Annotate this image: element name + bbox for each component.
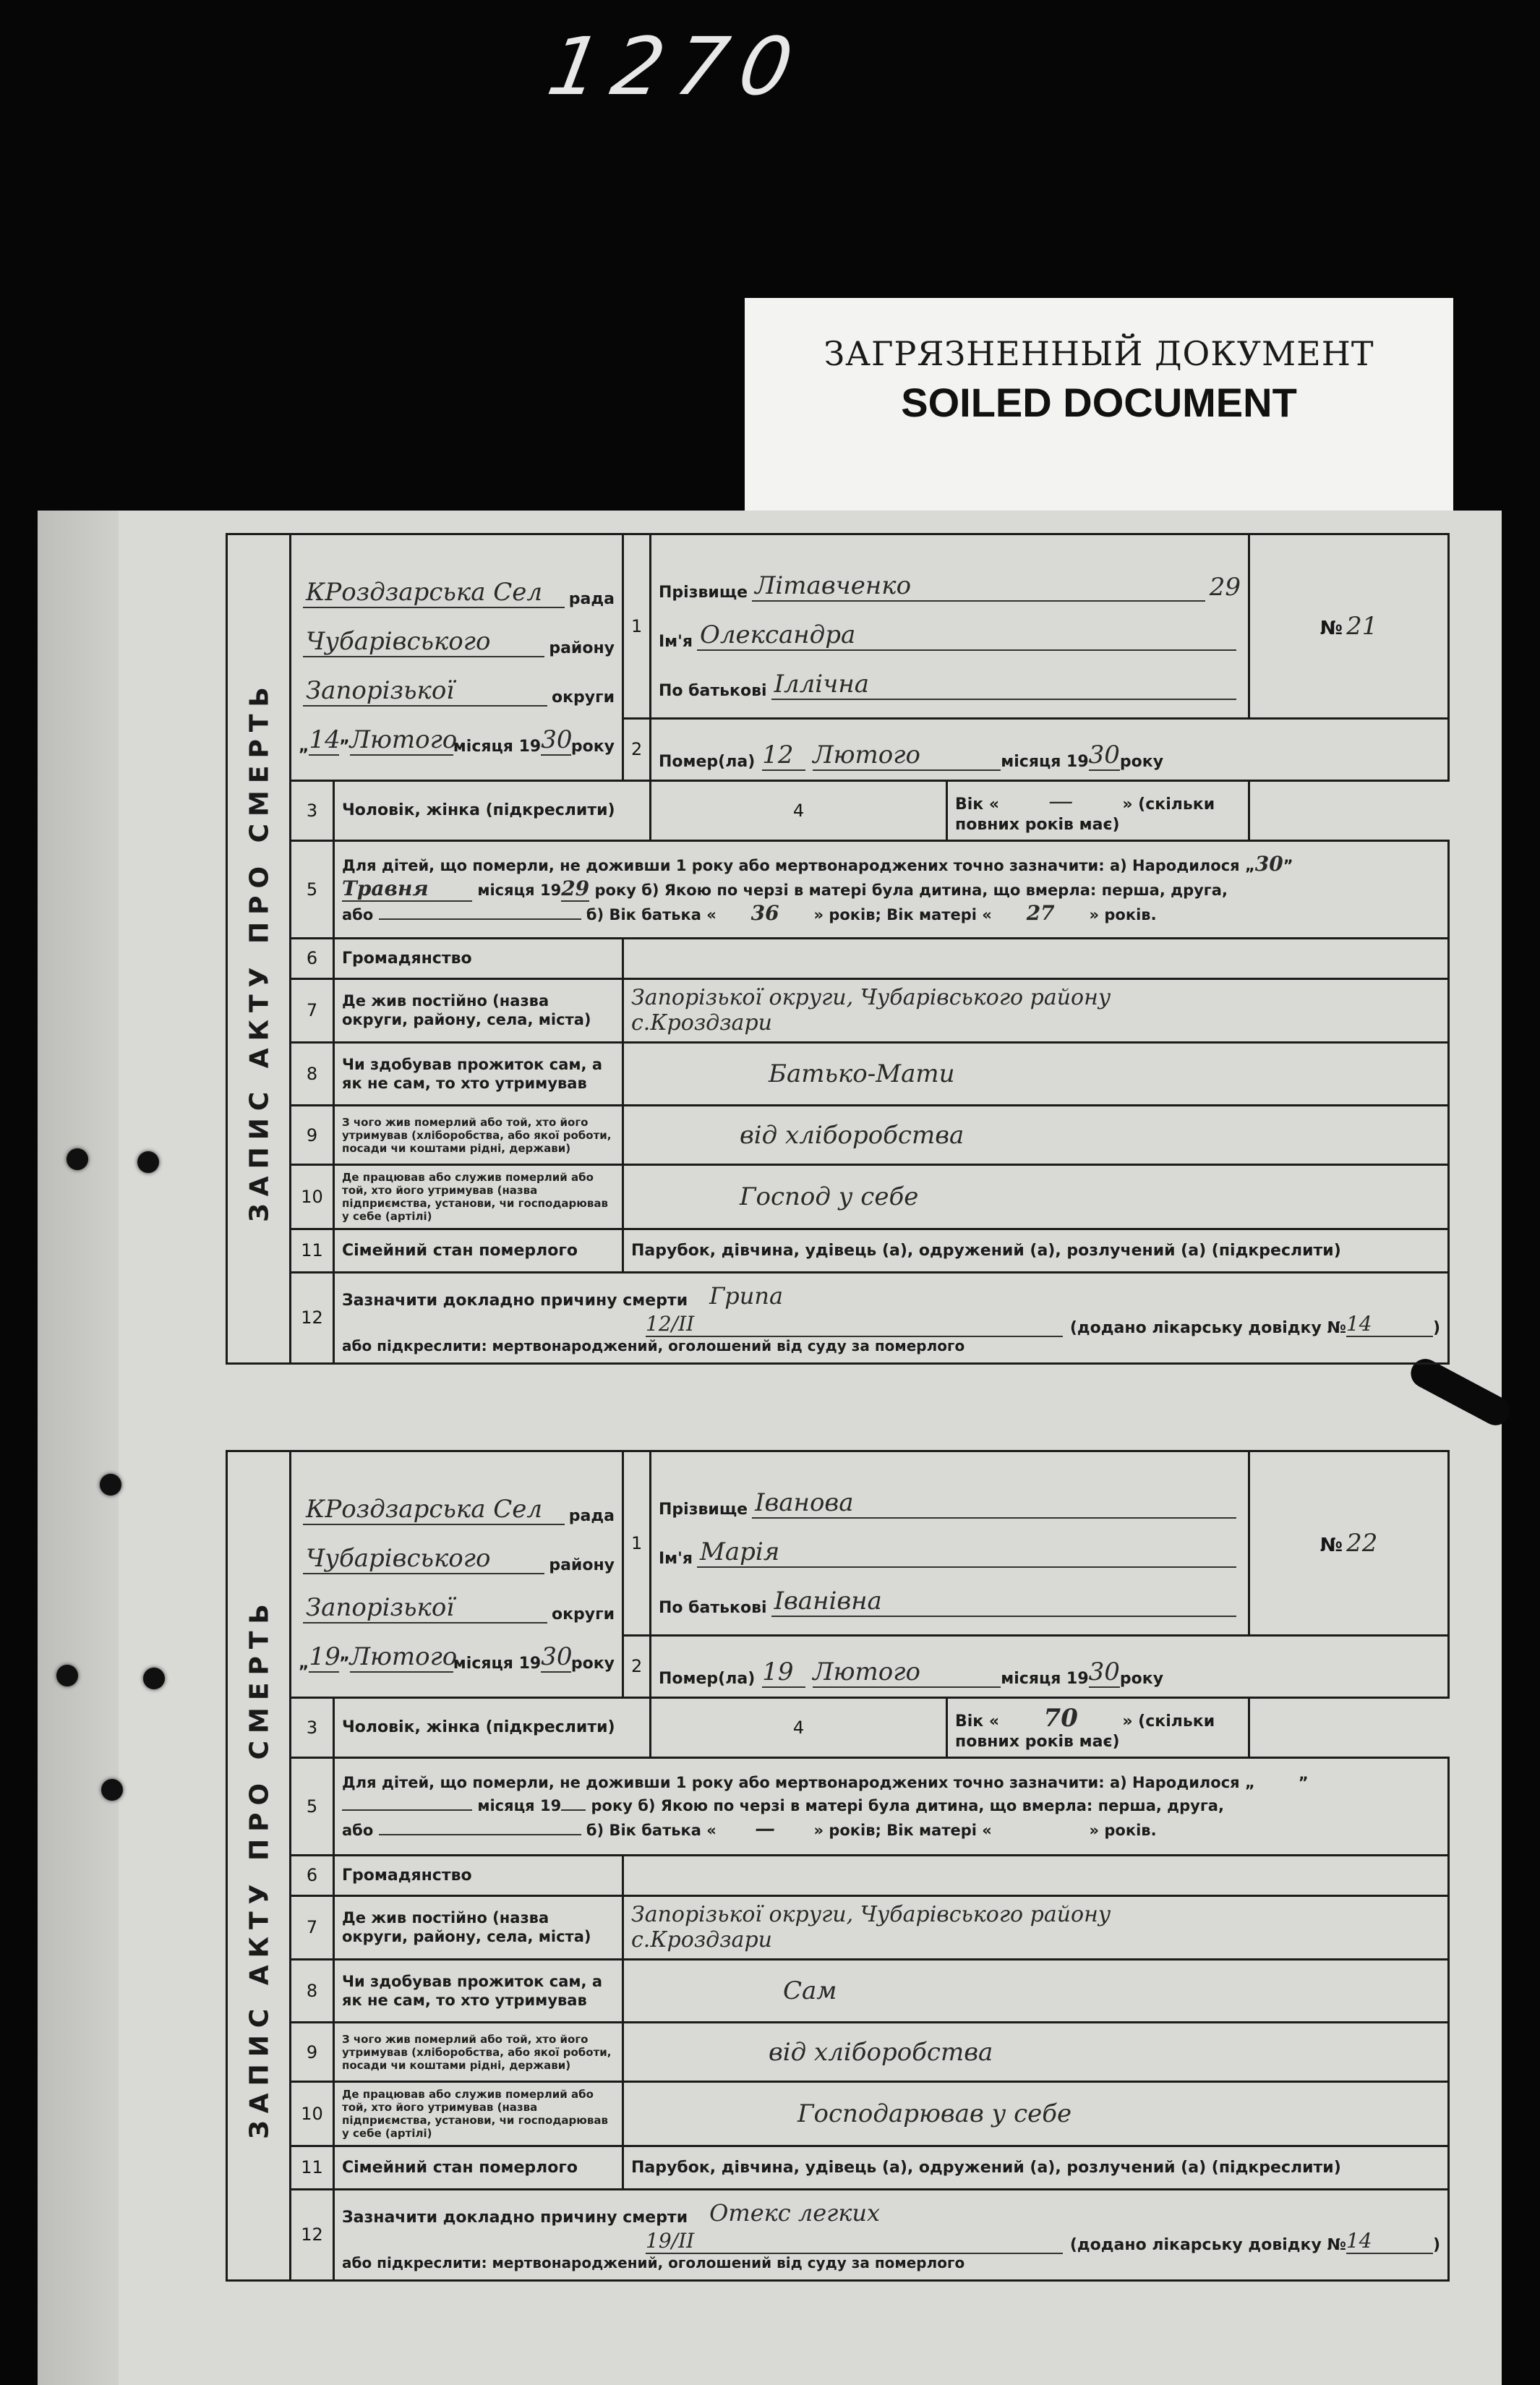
row-number: 4 [651,780,947,841]
residence-value-2: с.Кроздзари [631,1927,772,1953]
row-number: 7 [291,1895,334,1959]
child-info-block: Для дітей, що померли, не доживши 1 року або мертвонароджених точно зазначити: а) Народилося „30” Травня місяця 1929 року б) Якою по черзі в матері була дитина, що вмерла: перша, друга, або б) Вік батька « 36 » років; Вік матері « 27 » років. [334,841,1449,939]
cause-block: Зазначити докладно причину смерти Грипа 12/ІІ (додано лікарську довідку № 14 ) або підкреслити: мертвонароджений, оголошений від суду за померлого [334,1272,1449,1363]
death-record-1 [226,533,1447,1365]
rada-label: рада [568,1506,615,1525]
row-number: 3 [291,780,334,841]
death-day-value: 19 [762,1657,805,1688]
raion-label: району [549,639,615,657]
okrug-label: округи [551,688,615,707]
death-year-value: 30 [1088,1657,1120,1687]
row-number: 1 [623,1451,651,1636]
surname-label: Прізвище [659,1500,748,1519]
child-birth-year-value: 29 [561,876,590,901]
record-form-table [289,533,1450,1365]
record-number-value: 21 [1346,611,1378,641]
rada-value: КРоздзарська Сел [303,578,565,608]
row-number: 10 [291,1164,334,1229]
age-value: 70 [1043,1704,1078,1733]
cert-label: (додано лікарську довідку № [1069,2236,1346,2255]
died-label: Помер(ла) [659,1670,756,1689]
died-label: Помер(ла) [659,753,756,772]
record-side-title-box [226,533,289,1365]
surname-mark: 29 [1209,572,1241,602]
residence-cell [623,978,1449,1042]
self-supported-value: Батько-Мати [623,1042,1449,1106]
child-birth-year-value [561,1809,586,1811]
punch-hole [56,1665,78,1686]
self-supported-value: Сам [623,1959,1449,2023]
record-number-value: 22 [1346,1528,1378,1558]
residence-label: Де жив постійно (назва округи, району, села, міста) [334,978,623,1042]
row-number: 8 [291,1042,334,1106]
row-number: 11 [291,2146,334,2189]
age-value: — [1048,787,1074,816]
residence-value: Запорізької округи, Чубарівського району [631,985,1111,1011]
citizenship-value [623,1856,1449,1896]
rada-value: КРоздзарська Сел [303,1495,565,1525]
death-misiatsia-label: місяця 19 [1001,753,1089,772]
age-suffix: » (скільки повних років має) [955,1712,1215,1752]
age-label: Вік « [955,795,1000,814]
age-label: Вік « [955,1712,1000,1731]
marital-options: Парубок, дівчина, удівець (а), одружений (а), розлучений (а) (підкреслити) [623,2146,1449,2189]
surname-value: Іванова [752,1488,1236,1519]
workplace-value: Господарював у себе [623,2081,1449,2146]
cause-value: Грипа [709,1282,784,1310]
cert-label: (додано лікарську довідку № [1069,1319,1346,1338]
death-day-value: 12 [762,741,805,771]
marital-options: Парубок, дівчина, удівець (а), одружений (а), розлучений (а) (підкреслити) [623,1229,1449,1272]
income-source-label: З чого жив померлий або той, хто його утримував (хліборобства, або якої роботи, посади чи коштами рідні, держави) [334,1106,623,1164]
row-number: 6 [291,1856,334,1896]
residence-value: Запорізької округи, Чубарівського району [631,1902,1111,1928]
row-number: 8 [291,1959,334,2023]
death-record-2 [226,1450,1447,2282]
workplace-label: Де працював або служив померлий або той, хто його утримував (назва підприємства, установи, чи господарював у себе (артілі) [334,2081,623,2146]
reg-roku-label: року [570,1654,615,1673]
marital-label: Сімейний стан померлого [334,1229,623,1272]
registry-office-block: КРоздзарська Сел рада Чубарівського району Запорізької округи „ 19 ” Лютого місяця 19 30 року [291,1451,623,1698]
microfilm-frame-number: 1270 [541,20,813,113]
child-birth-month-value: Травня [342,877,472,902]
raion-value: Чубарівського [303,1544,544,1574]
reg-month-value: Лютого [349,725,458,754]
row-number: 5 [291,1758,334,1856]
row-number: 9 [291,1106,334,1164]
citizenship-label: Громадянство [334,1856,623,1896]
cert-number-value: 14 [1346,2229,1433,2254]
rada-label: рада [568,589,615,608]
age-suffix: » (скільки повних років має) [955,795,1215,835]
cause-date-value: 12/ІІ [646,1312,1063,1337]
sex-label: Чоловік, жінка (підкреслити) [334,780,651,841]
name-block [651,534,1249,719]
record-form-table [289,1450,1450,2282]
surname-label: Прізвище [659,583,748,602]
record-side-title-box [226,1450,289,2282]
punch-hole [137,1151,159,1173]
cause-block: Зазначити докладно причину смерти Отекс легких 19/ІІ (додано лікарську довідку № 14 ) або підкреслити: мертвонароджений, оголошений від суду за померлого [334,2189,1449,2280]
cert-number-value: 14 [1346,1312,1433,1337]
row-number: 2 [623,718,651,780]
row-number: 1 [623,534,651,719]
income-source-value: від хліборобства [623,1106,1449,1164]
stillborn-label: або підкреслити: мертвонароджений, оголошений від суду за померлого [342,1337,965,1355]
reg-month-value: Лютого [349,1642,458,1671]
death-roku-label: року [1119,753,1164,772]
residence-value-2: с.Кроздзари [631,1010,772,1036]
self-supported-label: Чи здобував прожиток сам, а як не сам, то хто утримував [334,1959,623,2023]
reg-year-value: 30 [541,725,573,754]
cause-value: Отекс легких [709,2199,881,2227]
death-misiatsia-label: місяця 19 [1001,1670,1089,1689]
child-birth-month-value [342,1809,472,1811]
row-number: 5 [291,841,334,939]
soiled-label-en: SOILED DOCUMENT [901,380,1297,425]
marital-label: Сімейний стан померлого [334,2146,623,2189]
row-number: 10 [291,2081,334,2146]
child-info-block: Для дітей, що померли, не доживши 1 року або мертвонароджених точно зазначити: а) Народилося „ ” місяця 19 року б) Якою по черзі в матері була дитина, що вмерла: перша, друга, або б) Вік батька « — » років; Вік матері « » років. [334,1758,1449,1856]
record-number-label: № [1319,617,1343,639]
name-label: Ім'я [659,1549,693,1568]
row-number: 7 [291,978,334,1042]
patronymic-label: По батькові [659,1598,767,1617]
death-month-value: Лютого [813,741,1001,771]
stillborn-label: або підкреслити: мертвонароджений, оголошений від суду за померлого [342,2254,965,2272]
okrug-value: Запорізької [303,676,547,707]
punch-hole [101,1779,123,1801]
reg-roku-label: року [570,737,615,756]
workplace-value: Господ у себе [623,1164,1449,1229]
name-value: Марія [697,1537,1236,1568]
raion-label: району [549,1556,615,1574]
child-birth-day-value: 30 [1254,852,1283,876]
reg-misiatsia-label: місяця 19 [453,737,542,756]
name-value: Олександра [697,620,1236,651]
reg-year-value: 30 [541,1642,573,1671]
row-number: 6 [291,939,334,979]
cause-date-value: 19/ІІ [646,2229,1063,2254]
row-number: 2 [623,1635,651,1697]
punch-hole [67,1148,88,1170]
raion-value: Чубарівського [303,627,544,657]
reg-day-value: 14 [309,725,341,754]
reg-day-value: 19 [309,1642,341,1671]
cause-label: Зазначити докладно причину смерти [342,1292,688,1310]
record-number-label: № [1319,1534,1343,1556]
okrug-value: Запорізької [303,1593,547,1624]
cause-label: Зазначити докладно причину смерти [342,2209,688,2227]
row-number: 4 [651,1697,947,1758]
patronymic-value: Іванівна [771,1587,1236,1617]
death-roku-label: року [1119,1670,1164,1689]
death-date-block [651,1635,1449,1697]
patronymic-value: Іллічна [771,670,1236,700]
age-block [947,780,1249,841]
punch-hole [100,1474,121,1496]
record-number-box [1249,534,1449,719]
father-age-value: — [755,1817,776,1841]
income-source-value: від хліборобства [623,2023,1449,2081]
income-source-label: З чого жив померлий або той, хто його утримував (хліборобства, або якої роботи, посади чи коштами рідні, держави) [334,2023,623,2081]
name-label: Ім'я [659,632,693,651]
punch-hole [143,1668,165,1689]
age-block [947,1697,1249,1758]
row-number: 12 [291,1272,334,1363]
death-year-value: 30 [1088,741,1120,770]
father-age-value: 36 [750,901,779,926]
record-side-title: ЗАПИС АКТУ ПРО СМЕРТЬ [244,680,275,1222]
citizenship-value [623,939,1449,979]
patronymic-label: По батькові [659,681,767,700]
reg-misiatsia-label: місяця 19 [453,1654,542,1673]
residence-cell [623,1895,1449,1959]
sex-label: Чоловік, жінка (підкреслити) [334,1697,651,1758]
residence-label: Де жив постійно (назва округи, району, села, міста) [334,1895,623,1959]
surname-value: Літавченко [752,571,1205,602]
soiled-label-ru: ЗАГРЯЗНЕННЫЙ ДОКУМЕНТ [824,334,1374,373]
record-number-box [1249,1451,1449,1636]
row-number: 11 [291,1229,334,1272]
name-block [651,1451,1249,1636]
row-number: 9 [291,2023,334,2081]
mother-age-value: 27 [1026,901,1055,926]
registry-office-block: КРоздзарська Сел рада Чубарівського району Запорізької округи „ 14 ” Лютого місяця 19 30 року [291,534,623,781]
workplace-label: Де працював або служив померлий або той, хто його утримував (назва підприємства, установи, чи господарював у себе (артілі) [334,1164,623,1229]
record-side-title: ЗАПИС АКТУ ПРО СМЕРТЬ [244,1597,275,2139]
page-binding-edge [38,511,119,2385]
death-month-value: Лютого [813,1657,1001,1688]
okrug-label: округи [551,1605,615,1624]
row-number: 12 [291,2189,334,2280]
death-date-block [651,718,1449,780]
row-number: 3 [291,1697,334,1758]
self-supported-label: Чи здобував прожиток сам, а як не сам, то хто утримував [334,1042,623,1106]
soiled-document-label [745,298,1453,515]
citizenship-label: Громадянство [334,939,623,979]
